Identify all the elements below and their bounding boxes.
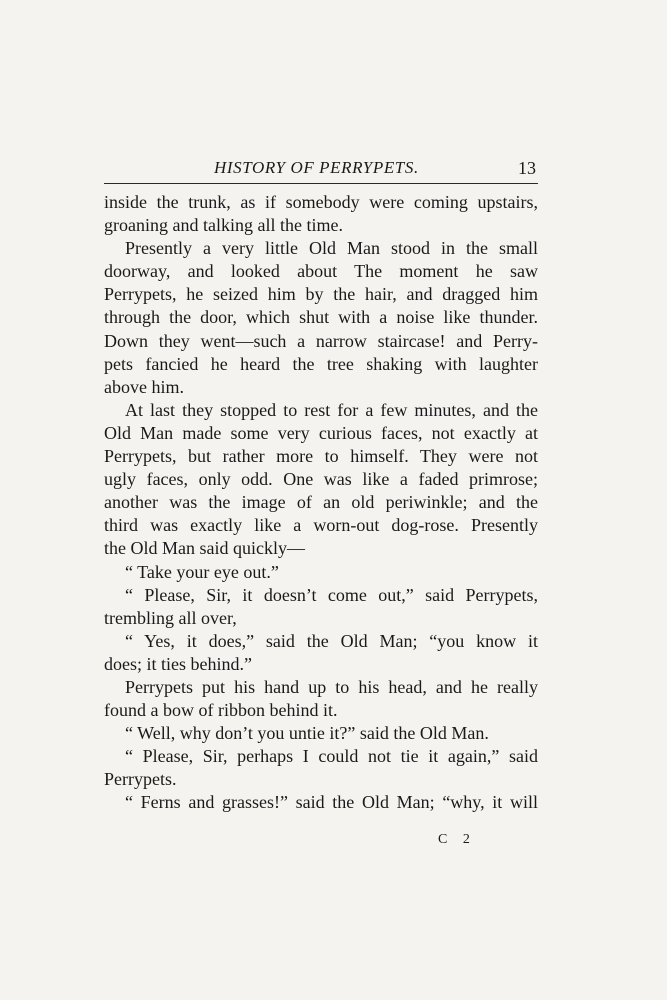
signature-mark: C 2 <box>438 832 476 847</box>
text-line: pets fancied he heard the tree shaking with laughter <box>104 353 538 374</box>
text-line: Presently a very little Old Man stood in the small <box>125 238 538 259</box>
text-line: At last they stopped to rest for a few minutes, and the <box>125 399 538 420</box>
text-line: “ Take your eye out.” <box>125 561 279 582</box>
text-line: groaning and talking all the time. <box>104 215 343 236</box>
text-line: third was exactly like a worn-out dog-rose. Presently <box>104 515 538 536</box>
text-line: found a bow of ribbon behind it. <box>104 700 338 721</box>
body-text <box>104 191 538 815</box>
text-line: the Old Man said quickly— <box>104 538 305 559</box>
text-line: another was the image of an old periwinkle; and the <box>104 492 538 513</box>
text-line: inside the trunk, as if somebody were coming upstairs, <box>104 192 538 212</box>
text-line: Old Man made some very curious faces, not exactly at <box>104 422 538 443</box>
text-line: “ Please, Sir, perhaps I could not tie it again,” said <box>125 746 538 767</box>
text-line: “ Yes, it does,” said the Old Man; “you know it <box>125 630 538 651</box>
text-line: “ Ferns and grasses!” said the Old Man; “why, it will <box>125 792 538 813</box>
running-title: HISTORY OF PERRYPETS. <box>214 158 419 177</box>
text-line: trembling all over, <box>104 607 237 628</box>
header-rule <box>104 183 538 184</box>
text-line: ugly faces, only odd. One was like a faded primrose; <box>104 469 538 490</box>
text-line: “ Please, Sir, it doesn’t come out,” said Perrypets, <box>125 584 538 605</box>
text-line: through the door, which shut with a noise like thunder. <box>104 307 538 328</box>
text-line: Down they went—such a narrow staircase! and Perry- <box>104 330 538 351</box>
text-line: Perrypets put his hand up to his head, and he really <box>125 676 538 697</box>
text-line: doorway, and looked about The moment he saw <box>104 261 538 282</box>
page-number: 13 <box>518 158 536 178</box>
text-line: does; it ties behind.” <box>104 653 252 674</box>
text-line: above him. <box>104 376 184 397</box>
text-line: Perrypets, but rather more to himself. They were not <box>104 446 538 467</box>
running-head <box>104 154 538 180</box>
text-line: Perrypets. <box>104 769 177 790</box>
text-line: “ Well, why don’t you untie it?” said the Old Man. <box>125 723 489 744</box>
text-line: Perrypets, he seized him by the hair, and dragged him <box>104 284 538 305</box>
